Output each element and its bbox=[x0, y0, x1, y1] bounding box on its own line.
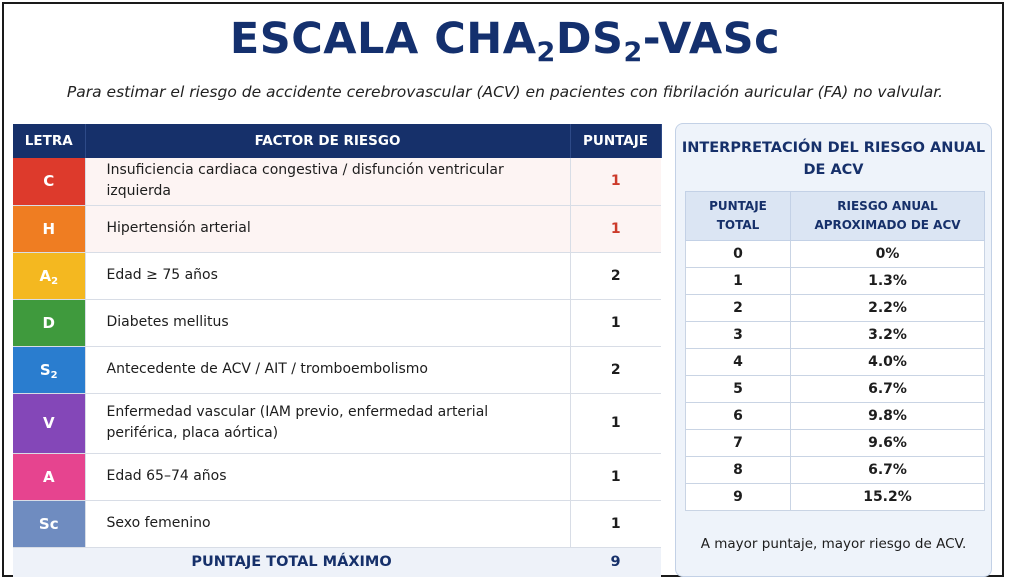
letter-cell: A bbox=[13, 453, 85, 500]
header-letter: LETRA bbox=[13, 124, 85, 158]
total-score-cell: 4 bbox=[686, 349, 791, 376]
score-cell: 1 bbox=[570, 453, 661, 500]
table-row bbox=[686, 457, 985, 484]
total-score-cell: 5 bbox=[686, 376, 791, 403]
risk-cell: 1.3% bbox=[791, 268, 985, 295]
risk-cell: 15.2% bbox=[791, 484, 985, 511]
risk-cell: 9.6% bbox=[791, 430, 985, 457]
total-score-cell: 8 bbox=[686, 457, 791, 484]
letter-cell: Sc bbox=[13, 500, 85, 547]
total-score-cell: 7 bbox=[686, 430, 791, 457]
letter-cell: V bbox=[13, 393, 85, 453]
total-score-cell: 9 bbox=[686, 484, 791, 511]
score-cell: 1 bbox=[570, 299, 661, 346]
interpretation-panel bbox=[675, 123, 992, 577]
header-score: PUNTAJE bbox=[570, 124, 661, 158]
score-cell: 2 bbox=[570, 252, 661, 299]
risk-factor-header-row bbox=[13, 124, 661, 158]
letter-cell: $A_2$ bbox=[13, 252, 85, 299]
factor-cell: Hipertensión arterial bbox=[85, 205, 570, 252]
score-cell: 1 bbox=[570, 205, 661, 252]
table-row bbox=[13, 500, 661, 547]
interpretation-note: A mayor puntaje, mayor riesgo de ACV. bbox=[700, 536, 967, 552]
page-subtitle: Para estimar el riesgo de accidente cerebrovascular (ACV) en pacientes con fibrilación auricular (FA) no valvular. bbox=[66, 83, 944, 101]
risk-cell: 4.0% bbox=[791, 349, 985, 376]
table-row bbox=[686, 484, 985, 511]
risk-cell: 0% bbox=[791, 241, 985, 268]
table-row bbox=[686, 349, 985, 376]
table-row bbox=[13, 393, 661, 453]
score-cell: 1 bbox=[570, 158, 661, 205]
factor-cell: Edad ≥ 75 años bbox=[85, 252, 570, 299]
table-row bbox=[13, 158, 661, 205]
score-cell: 1 bbox=[570, 393, 661, 453]
table-row bbox=[686, 376, 985, 403]
total-label: PUNTAJE TOTAL MÁXIMO bbox=[13, 547, 570, 577]
factor-cell: Edad 65–74 años bbox=[85, 453, 570, 500]
table-row bbox=[686, 268, 985, 295]
factor-cell: Insuficiencia cardiaca congestiva / disfunción ventricular izquierda bbox=[85, 158, 570, 205]
total-row bbox=[13, 547, 661, 577]
factor-cell: Enfermedad vascular (IAM previo, enfermedad arterial periférica, placa aórtica) bbox=[85, 393, 570, 453]
risk-factor-rows bbox=[13, 158, 661, 577]
factor-cell: Sexo femenino bbox=[85, 500, 570, 547]
total-value: 9 bbox=[570, 547, 661, 577]
table-row bbox=[13, 252, 661, 299]
letter-cell: H bbox=[13, 205, 85, 252]
factor-cell: Antecedente de ACV / AIT / tromboembolismo bbox=[85, 346, 570, 393]
total-score-cell: 3 bbox=[686, 322, 791, 349]
table-row bbox=[686, 430, 985, 457]
table-row bbox=[13, 346, 661, 393]
factor-cell: Diabetes mellitus bbox=[85, 299, 570, 346]
total-score-cell: 0 bbox=[686, 241, 791, 268]
header-total-score: PUNTAJE TOTAL bbox=[686, 192, 791, 241]
header-annual-risk: RIESGO ANUAL APROXIMADO DE ACV bbox=[791, 192, 985, 241]
page-title: ESCALA $CHA_2DS_2$-VASc bbox=[229, 14, 781, 68]
table-row bbox=[13, 299, 661, 346]
total-score-cell: 1 bbox=[686, 268, 791, 295]
risk-cell: 6.7% bbox=[791, 376, 985, 403]
risk-factor-table bbox=[13, 124, 662, 577]
annual-risk-table bbox=[685, 191, 985, 511]
risk-cell: 3.2% bbox=[791, 322, 985, 349]
table-row bbox=[686, 403, 985, 430]
total-score-cell: 2 bbox=[686, 295, 791, 322]
table-row bbox=[686, 295, 985, 322]
annual-risk-header-row bbox=[686, 192, 985, 241]
risk-cell: 9.8% bbox=[791, 403, 985, 430]
table-row bbox=[686, 322, 985, 349]
table-row bbox=[686, 241, 985, 268]
score-cell: 2 bbox=[570, 346, 661, 393]
risk-cell: 6.7% bbox=[791, 457, 985, 484]
letter-cell: D bbox=[13, 299, 85, 346]
interpretation-title: INTERPRETACIÓN DEL RIESGO ANUAL DE ACV bbox=[681, 140, 986, 178]
header-factor: FACTOR DE RIESGO bbox=[85, 124, 570, 158]
letter-cell: $S_2$ bbox=[13, 346, 85, 393]
score-cell: 1 bbox=[570, 500, 661, 547]
table-row bbox=[13, 453, 661, 500]
table-row bbox=[13, 205, 661, 252]
total-score-cell: 6 bbox=[686, 403, 791, 430]
letter-cell: C bbox=[13, 158, 85, 205]
risk-cell: 2.2% bbox=[791, 295, 985, 322]
